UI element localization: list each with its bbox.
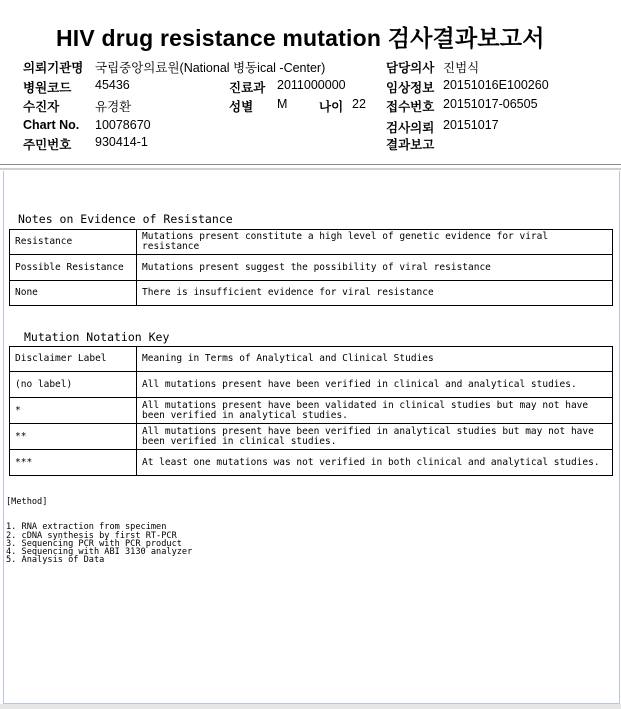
method-section [6, 498, 192, 564]
table-row [10, 424, 613, 450]
chart-no-value: 10078670 [95, 118, 151, 132]
notation-desc: All mutations present have been verified in analytical studies but may not have been verified in clinical studies. [137, 424, 613, 450]
horizontal-scrollbar[interactable] [0, 704, 621, 709]
chart-no-label: Chart No. [23, 118, 80, 132]
report-body[interactable] [3, 171, 620, 704]
institution-value: 국립중앙의료원(National 병동ical -Center) [95, 61, 326, 75]
notation-label: Disclaimer Label [10, 347, 137, 372]
receipt-label: 접수번호 [386, 100, 435, 114]
notation-heading: Mutation Notation Key [24, 330, 170, 344]
institution-label: 의뢰기관명 [23, 61, 84, 75]
notation-desc: All mutations present have been validated in clinical studies but may not have been verified in analytical studies. [137, 398, 613, 424]
table-row [10, 347, 613, 372]
evidence-heading: Notes on Evidence of Resistance [18, 212, 233, 226]
age-value: 22 [352, 97, 366, 111]
notation-desc: Meaning in Terms of Analytical and Clinical Studies [137, 347, 613, 372]
evidence-desc: Mutations present suggest the possibility of viral resistance [137, 255, 613, 281]
patient-label: 수진자 [23, 100, 60, 114]
dept-value: 2011000000 [277, 78, 346, 92]
table-row [10, 255, 613, 281]
method-step: 4. Sequencing with ABI 3130 analyzer [6, 547, 193, 558]
resident-no-label: 주민번호 [23, 138, 72, 152]
clinical-info-value: 20151016E100260 [443, 78, 549, 92]
dept-label: 진료과 [229, 81, 266, 95]
evidence-term: None [10, 281, 137, 306]
doctor-value: 진범식 [443, 61, 480, 75]
method-step: 2. cDNA synthesis by first RT-PCR [6, 530, 177, 541]
notation-desc: At least one mutations was not verified in both clinical and analytical studies. [137, 450, 613, 476]
header-divider-shadow [0, 168, 621, 170]
method-step: 5. Analysis of Data [6, 555, 105, 566]
hospital-code-label: 병원코드 [23, 81, 72, 95]
table-row [10, 450, 613, 476]
request-label: 검사의뢰 [386, 121, 435, 135]
evidence-desc: Mutations present constitute a high level of genetic evidence for viral resistance [137, 230, 613, 255]
notation-desc: All mutations present have been verified in clinical and analytical studies. [137, 372, 613, 398]
table-row [10, 230, 613, 255]
table-row [10, 281, 613, 306]
sex-label: 성별 [229, 100, 254, 114]
evidence-desc: There is insufficient evidence for viral resistance [137, 281, 613, 306]
report-header [0, 0, 621, 166]
evidence-term: Possible Resistance [10, 255, 137, 281]
header-divider [0, 164, 621, 165]
notation-label: (no label) [10, 372, 137, 398]
table-row [10, 372, 613, 398]
request-value: 20151017 [443, 118, 499, 132]
patient-value: 유경환 [95, 100, 132, 114]
method-step: 1. RNA extraction from specimen [6, 522, 167, 533]
method-heading: [Method] [6, 497, 48, 507]
receipt-value: 20151017-06505 [443, 97, 538, 111]
evidence-term: Resistance [10, 230, 137, 255]
hospital-code-value: 45436 [95, 78, 130, 92]
report-title: HIV drug resistance mutation 검사결과보고서 [56, 25, 545, 51]
notation-label: *** [10, 450, 137, 476]
sex-value: M [277, 97, 288, 111]
clinical-info-label: 임상정보 [386, 81, 435, 95]
method-step: 3. Sequencing PCR with PCR product [6, 538, 182, 549]
table-row [10, 398, 613, 424]
resident-no-value: 930414-1 [95, 135, 148, 149]
notation-label: * [10, 398, 137, 424]
notation-label: ** [10, 424, 137, 450]
age-label: 나이 [319, 100, 344, 114]
report-label: 결과보고 [386, 138, 435, 152]
doctor-label: 담당의사 [386, 61, 435, 75]
notation-table [9, 346, 613, 476]
evidence-table [9, 229, 613, 306]
